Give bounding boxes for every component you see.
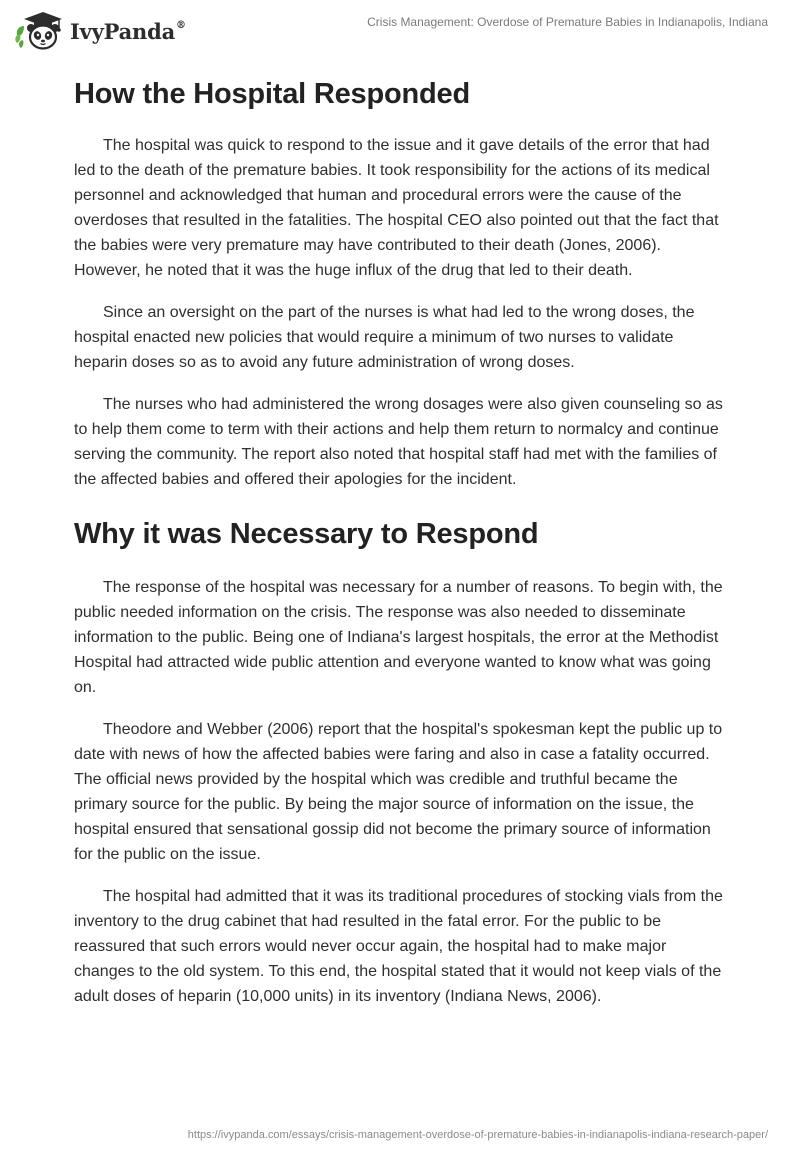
ivypanda-logo[interactable] (14, 10, 186, 50)
paragraph: Since an oversight on the part of the nurses is what had led to the wrong doses, the hospital enacted new policies that would require a minimum of two nurses to validate heparin doses so as to avoid any future administration of wrong doses. (74, 304, 695, 371)
article-body (74, 70, 724, 1009)
brand-name: IvyPanda® (70, 18, 186, 44)
section-heading: How the Hospital Responded (74, 78, 470, 110)
registered-mark: ® (176, 19, 186, 31)
section-hospital-response (74, 72, 724, 492)
paragraph: The nurses who had administered the wrong dosages were also given counseling so as to help them come to term with their actions and help them return to normalcy and continue serving the community. The report also noted that hospital staff had met with the families of the affected babies and offered their apologies for the incident. (74, 396, 723, 488)
paragraph: Theodore and Webber (2006) report that the hospital's spokesman kept the public up to date with news of how the affected babies were faring and also in case a fatality occurred. The official news provided by the hospital which was credible and truthful became the primary source for the public. By being the major source of information on the issue, the hospital ensured that sensational gossip did not become the primary source of information for the public on the issue. (74, 721, 723, 863)
section-heading: Why it was Necessary to Respond (74, 518, 539, 550)
source-url[interactable]: https://ivypanda.com/essays/crisis-management-overdose-of-premature-babies-in-indianapolis-indiana-research-paper/ (187, 1129, 768, 1141)
panda-graduate-icon (14, 10, 66, 50)
section-why-necessary (74, 512, 724, 1009)
paragraph: The hospital was quick to respond to the issue and it gave details of the error that had led to the death of the premature babies. It took responsibility for the actions of its medical personnel and acknowledged that human and procedural errors were the cause of the overdoses that resulted in the fatalities. The hospital CEO also pointed out that the fact that the babies were very premature may have contributed to their death (Jones, 2006). However, he noted that it was the huge influx of the drug that led to their death. (74, 137, 719, 279)
page-header (0, 0, 800, 60)
paragraph: The hospital had admitted that it was its traditional procedures of stocking vials from the inventory to the drug cabinet that had resulted in the fatal error. For the public to be reassured that such errors would never occur again, the hospital had to make major changes to the old system. To this end, the hospital stated that it would not keep vials of the adult doses of heparin (10,000 units) in its inventory (Indiana News, 2006). (74, 888, 723, 1005)
document-title: Crisis Management: Overdose of Premature Babies in Indianapolis, Indiana (367, 15, 768, 29)
paragraph: The response of the hospital was necessary for a number of reasons. To begin with, the public needed information on the crisis. The response was also needed to disseminate information to the public. Being one of Indiana's largest hospitals, the error at the Methodist Hospital had attracted wide public attention and everyone wanted to know what was going on. (74, 579, 723, 696)
